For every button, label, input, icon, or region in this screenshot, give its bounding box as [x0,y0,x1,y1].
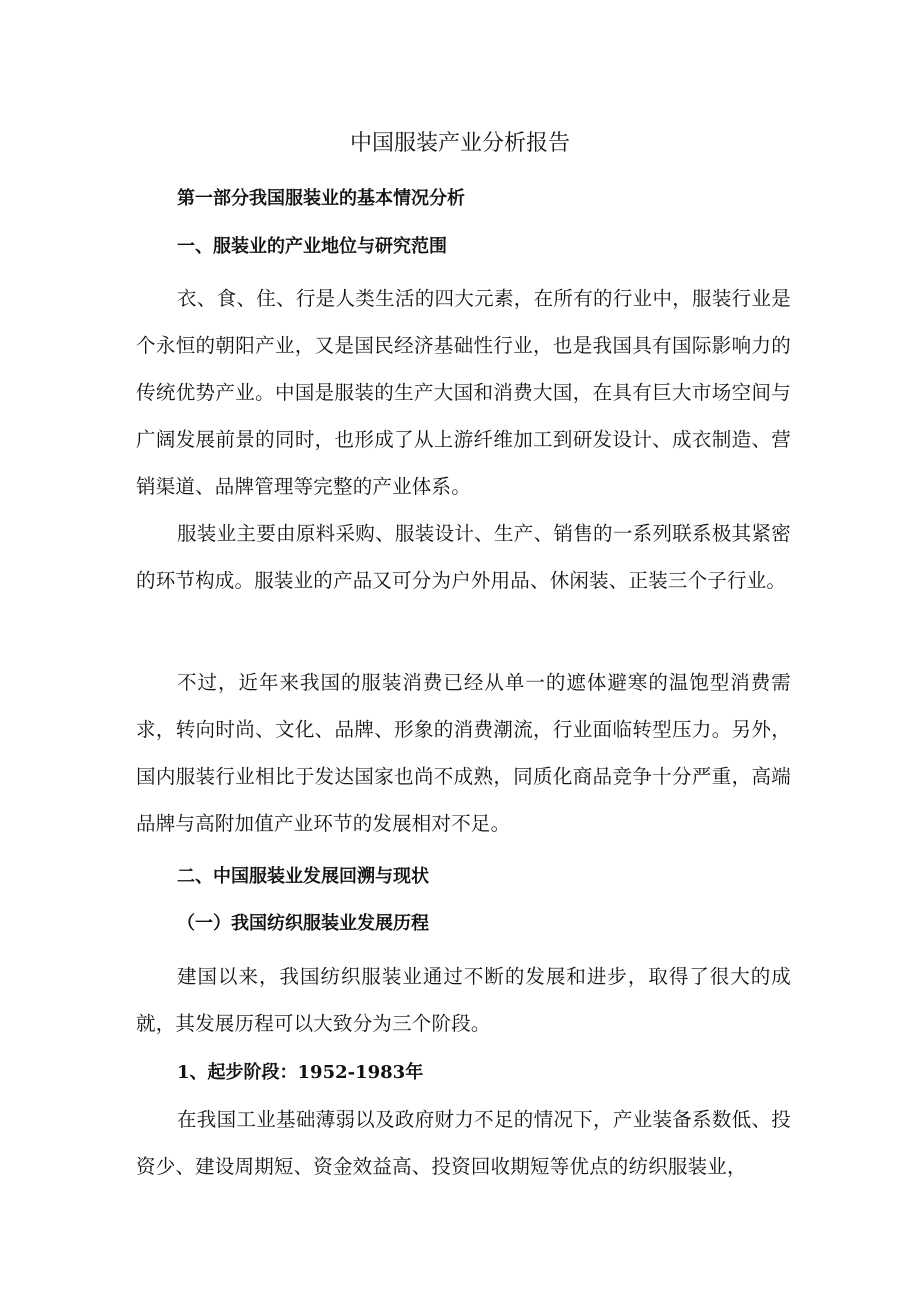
section2-heading: 二、中国服装业发展回溯与现状 [177,866,429,887]
paragraph-industry-challenges: 不过，近年来我国的服装消费已经从单一的遮体避寒的温饱型消费需求，转向时尚、文化、品牌、形象的消费潮流，行业面临转型压力。另外，国内服装行业相比于发达国家也尚不成熟，同质化商品竞争十分严重，高端品牌与高附加值产业环节的发展相对不足。 [136,671,791,835]
subsection1-heading: （一）我国纺织服装业发展历程 [177,913,429,934]
part1-heading: 第一部分我国服装业的基本情况分析 [177,188,465,209]
stage1-heading: 1、起步阶段：1952-1983年 [177,1062,424,1083]
paragraph-development-history: 建国以来，我国纺织服装业通过不断的发展和进步，取得了很大的成就，其发展历程可以大致分为三个阶段。 [136,965,791,1035]
paragraph-industry-structure: 服装业主要由原料采购、服装设计、生产、销售的一系列联系极其紧密的环节构成。服装业的产品又可分为户外用品、休闲装、正装三个子行业。 [136,522,791,592]
paragraph-stage1: 在我国工业基础薄弱以及政府财力不足的情况下，产业装备系数低、投资少、建设周期短、资金效益高、投资回收期短等优点的纺织服装业， [136,1108,791,1178]
paragraph-industry-status: 衣、食、住、行是人类生活的四大元素，在所有的行业中，服装行业是个永恒的朝阳产业，又是国民经济基础性行业，也是我国具有国际影响力的传统优势产业。中国是服装的生产大国和消费大国，在具有巨大市场空间与广阔发展前景的同时，也形成了从上游纤维加工到研发设计、成衣制造、营销渠道、品牌管理等完整的产业体系。 [136,287,791,498]
document-title: 中国服装产业分析报告 [349,131,570,156]
section1-heading: 一、服装业的产业地位与研究范围 [177,236,447,257]
